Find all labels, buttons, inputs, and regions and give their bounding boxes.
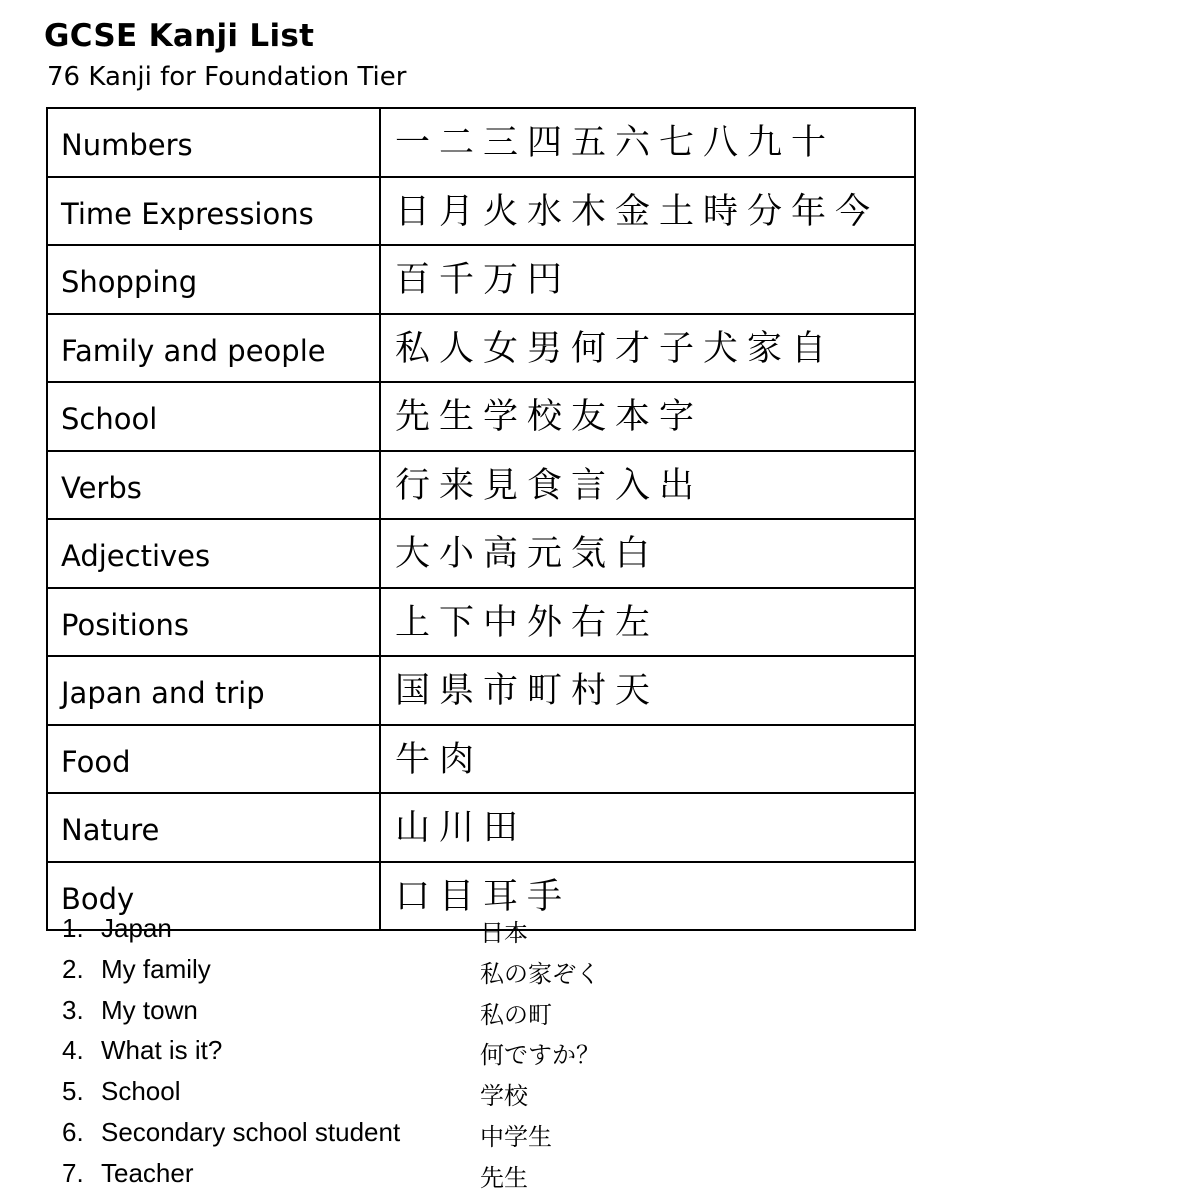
category-cell: Family and people <box>47 314 380 383</box>
category-cell: Japan and trip <box>47 656 380 725</box>
table-row <box>47 108 915 177</box>
category-cell: Positions <box>47 588 380 657</box>
item-japanese: 先生 <box>480 1163 528 1192</box>
category-cell: Numbers <box>47 108 380 177</box>
kanji-cell: 百千万円 <box>380 245 915 314</box>
table-row <box>47 656 915 725</box>
item-japanese: 学校 <box>480 1082 528 1111</box>
category-cell: Food <box>47 725 380 794</box>
item-japanese: 私の家ぞく <box>480 959 600 988</box>
item-english: School <box>101 1076 181 1107</box>
list-item <box>62 954 762 995</box>
category-cell: Shopping <box>47 245 380 314</box>
kanji-cell: 上下中外右左 <box>380 588 915 657</box>
page-subtitle: 76 Kanji for Foundation Tier <box>47 62 407 92</box>
item-number: 3. <box>62 994 84 1025</box>
list-item <box>62 995 762 1036</box>
item-number: 5. <box>62 1076 84 1107</box>
item-japanese: 中学生 <box>480 1122 552 1151</box>
list-item <box>62 1035 762 1076</box>
category-cell: School <box>47 382 380 451</box>
kanji-cell: 牛肉 <box>380 725 915 794</box>
kanji-cell: 大小高元気白 <box>380 519 915 588</box>
item-number: 7. <box>62 1157 84 1188</box>
category-cell: Body <box>47 862 380 931</box>
item-english: My town <box>101 994 198 1025</box>
item-japanese: 日本 <box>480 919 528 947</box>
table-row <box>47 725 915 794</box>
table-row <box>47 451 915 520</box>
table-row <box>47 177 915 246</box>
item-english: My family <box>101 953 211 984</box>
kanji-table <box>46 107 916 931</box>
kanji-cell: 日月火水木金土時分年今 <box>380 177 915 246</box>
vocab-list <box>62 913 762 1199</box>
table-row <box>47 588 915 657</box>
item-japanese: 何ですか？ <box>480 1041 600 1070</box>
list-item <box>62 1117 762 1158</box>
kanji-cell: 先生学校友本字 <box>380 382 915 451</box>
item-number: 2. <box>62 953 84 984</box>
item-number: 6. <box>62 1116 84 1147</box>
item-number: 4. <box>62 1035 84 1066</box>
list-item <box>62 1076 762 1117</box>
table-row <box>47 245 915 314</box>
kanji-cell: 一二三四五六七八九十 <box>380 108 915 177</box>
kanji-cell: 国県市町村天 <box>380 656 915 725</box>
item-english: Japan <box>101 913 172 943</box>
page-title: GCSE Kanji List <box>44 18 315 54</box>
item-english: Teacher <box>101 1157 194 1188</box>
kanji-cell: 口目耳手 <box>380 862 915 931</box>
category-cell: Time Expressions <box>47 177 380 246</box>
item-number: 1. <box>62 913 84 943</box>
table-row <box>47 314 915 383</box>
item-japanese: 私の町 <box>480 1000 552 1029</box>
category-cell: Adjectives <box>47 519 380 588</box>
category-cell: Verbs <box>47 451 380 520</box>
table-row <box>47 382 915 451</box>
list-item <box>62 1158 762 1199</box>
table-row <box>47 519 915 588</box>
kanji-cell: 山川田 <box>380 793 915 862</box>
item-english: What is it? <box>101 1035 223 1066</box>
list-item <box>62 913 762 954</box>
category-cell: Nature <box>47 793 380 862</box>
kanji-cell: 私人女男何才子犬家自 <box>380 314 915 383</box>
table-row <box>47 793 915 862</box>
item-english: Secondary school student <box>101 1116 401 1147</box>
kanji-cell: 行来見食言入出 <box>380 451 915 520</box>
